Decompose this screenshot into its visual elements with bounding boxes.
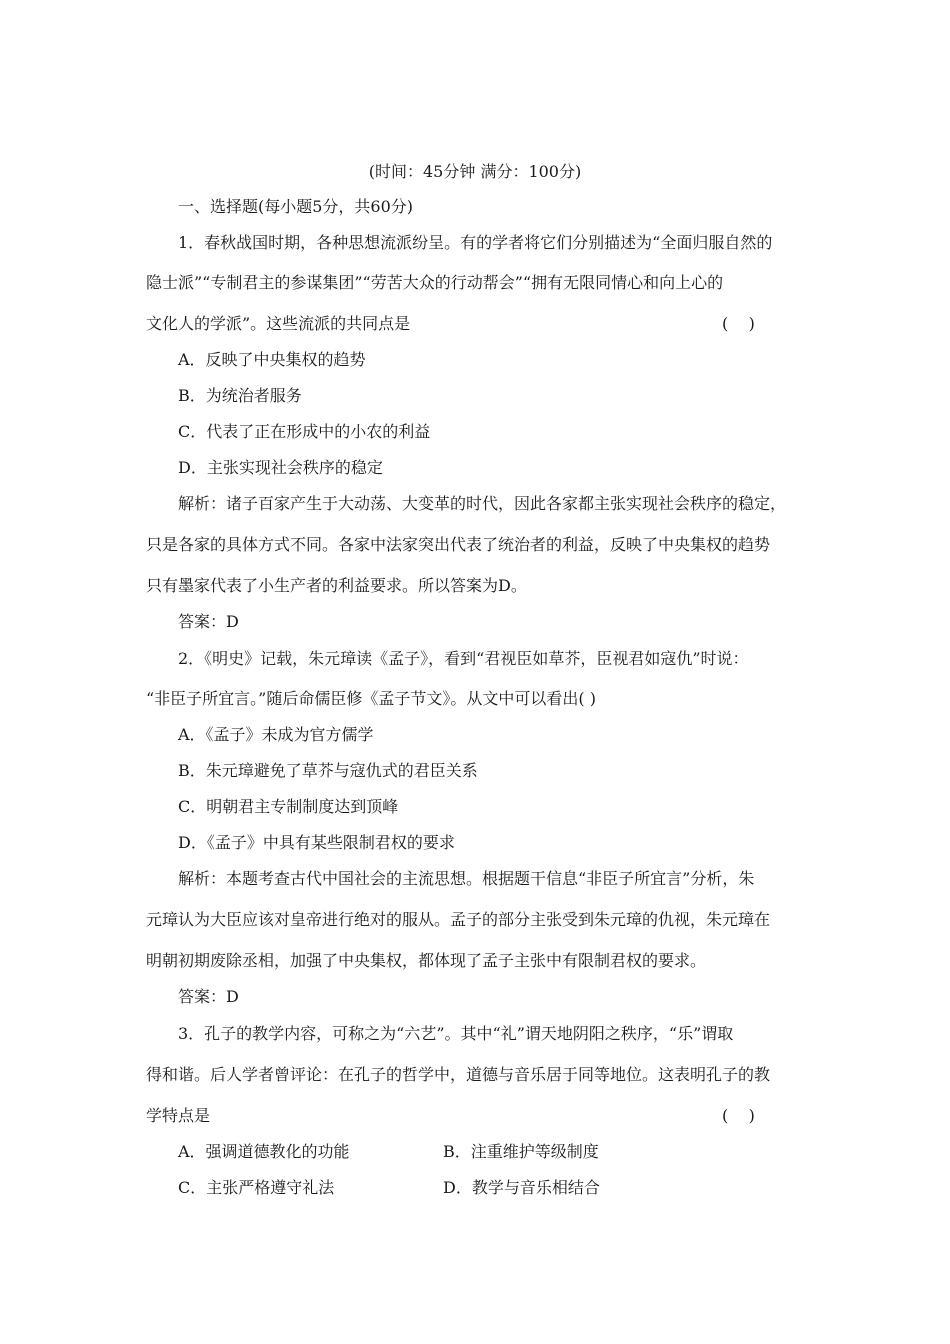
time-info: (时间：45分钟 满分：100分) [368,162,582,181]
q2-stem-line-1: 2．《明史》记载，朱元璋读《孟子》，看到“君视臣如草芥，臣视君如寇仇”时说： [178,649,749,668]
q1-analysis-line-1: 解析：诸子百家产生于大动荡、大变革的时代，因此各家都主张实现社会秩序的稳定， [178,494,787,513]
q2-option-c: C．明朝君主专制制度达到顶峰 [178,797,399,816]
q3-stem-line-1: 3．孔子的教学内容，可称之为“六艺”。其中“礼”谓天地阴阳之秩序，“乐”谓取 [178,1024,734,1043]
q1-option-d: D．主张实现社会秩序的稳定 [178,458,383,477]
q3-answer-blank: ( ) [722,1106,755,1125]
q3-option-b: B．注重维护等级制度 [443,1142,599,1161]
q1-option-b: B．为统治者服务 [178,386,302,405]
q1-stem-line-3: 文化人的学派”。这些流派的共同点是 [146,314,411,333]
q3-stem-line-2: 得和谐。后人学者曾评论：在孔子的哲学中，道德与音乐居于同等地位。这表明孔子的教 [146,1065,771,1084]
q2-answer: 答案：D [178,987,239,1006]
q2-analysis-line-3: 明朝初期废除丞相，加强了中央集权，都体现了孟子主张中有限制君权的要求。 [146,951,707,970]
q3-stem-line-3: 学特点是 [146,1106,211,1125]
q3-option-d: D．教学与音乐相结合 [443,1178,600,1197]
q3-option-c: C．主张严格遵守礼法 [178,1178,335,1197]
q1-answer: 答案：D [178,612,239,631]
q2-option-b: B．朱元璋避免了草芥与寇仇式的君臣关系 [178,761,478,780]
q2-option-a: A．《孟子》未成为官方儒学 [178,725,374,744]
q2-analysis-line-1: 解析：本题考查古代中国社会的主流思想。根据题干信息“非臣子所宜言”分析，朱 [178,869,755,888]
q1-option-c: C．代表了正在形成中的小农的利益 [178,422,431,441]
q2-stem-line-2: “非臣子所宜言。”随后命儒臣修《孟子节文》。从文中可以看出( ) [146,689,596,708]
q1-stem-line-1: 1．春秋战国时期，各种思想流派纷呈。有的学者将它们分别描述为“全面归服自然的 [178,233,773,252]
q1-analysis-line-2: 只是各家的具体方式不同。各家中法家突出代表了统治者的利益，反映了中央集权的趋势 [146,535,771,554]
section-title: 一、选择题(每小题5分，共60分) [178,197,414,216]
q2-analysis-line-2: 元璋认为大臣应该对皇帝进行绝对的服从。孟子的部分主张受到朱元璋的仇视，朱元璋在 [146,910,771,929]
q2-option-d: D．《孟子》中具有某些限制君权的要求 [178,833,455,852]
q1-stem-line-2: 隐士派”“专制君主的参谋集团”“劳苦大众的行动帮会”“拥有无限同情心和向上心的 [146,273,724,292]
q3-option-a: A．强调道德教化的功能 [178,1142,350,1161]
q1-answer-blank: ( ) [722,314,755,333]
q1-analysis-line-3: 只有墨家代表了小生产者的利益要求。所以答案为D。 [146,576,527,595]
q1-option-a: A．反映了中央集权的趋势 [178,350,366,369]
